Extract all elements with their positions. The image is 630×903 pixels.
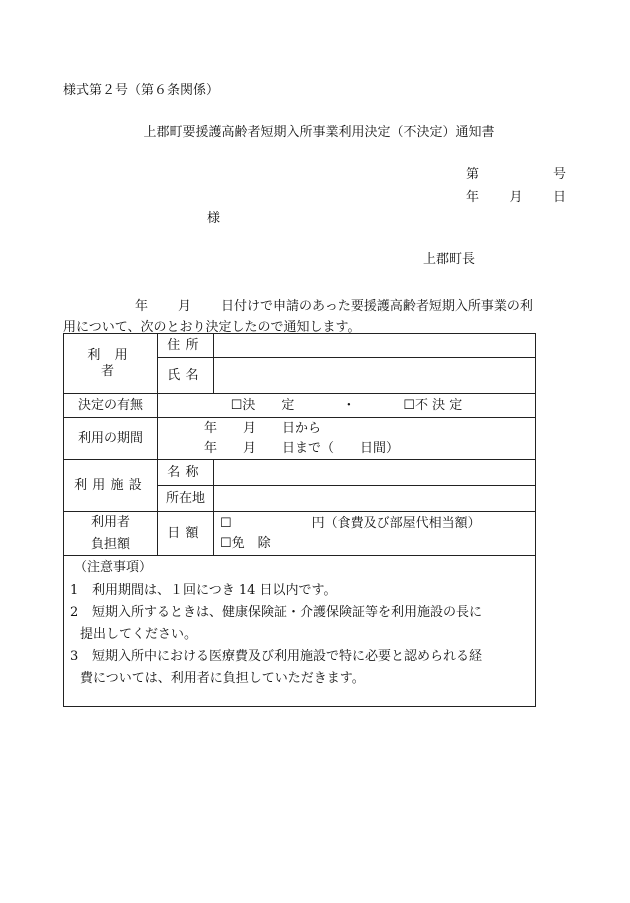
exempt-checkbox[interactable]: ☐免 除 [220, 535, 271, 551]
date-day-label: 日 [552, 190, 566, 205]
daily-label: 日額 [158, 512, 214, 556]
document-number-row [466, 167, 566, 183]
address-field[interactable] [214, 334, 536, 358]
notice-table [63, 333, 536, 707]
intro-line2: 用について、次のとおり決定したので通知します。 [63, 320, 361, 335]
recipient-suffix: 様 [207, 211, 221, 226]
note-text: 短期入所するときは、健康保険証・介護保険証等を利用施設の長に [92, 605, 483, 620]
note-continuation [70, 668, 529, 690]
table-row-facility-name [64, 460, 536, 486]
note-number: 2 [70, 605, 79, 620]
burden-field [214, 512, 536, 556]
number-label-go: 号 [552, 167, 566, 182]
period-from: 年 月 日から [204, 420, 322, 436]
decision-no-checkbox[interactable]: ☐不 決 定 [403, 397, 463, 413]
facility-location-label: 所在地 [158, 486, 214, 512]
facility-name-field[interactable] [214, 460, 536, 486]
document-date-row [466, 190, 566, 206]
fee-text: 円（食費及び部屋代相当額） [311, 515, 481, 531]
note-item [70, 580, 529, 602]
note-text: 利用期間は、１回につき 14 日以内です。 [92, 583, 337, 598]
facility-label: 利用施設 [64, 460, 158, 512]
decision-label: 決定の有無 [64, 394, 158, 418]
document-title: 上郡町要援護高齢者短期入所事業利用決定（不決定）通知書 [143, 125, 495, 140]
note-item [70, 602, 529, 624]
date-month-label: 月 [509, 190, 523, 205]
burden-label [64, 512, 158, 556]
decision-options [158, 394, 536, 418]
note-text-cont: 提出してください。 [80, 627, 198, 642]
note-number: 3 [70, 649, 79, 664]
note-item [70, 646, 529, 668]
form-number: 様式第２号（第６条関係） [63, 83, 220, 98]
name-field[interactable] [214, 358, 536, 394]
note-continuation [70, 624, 529, 646]
intro-paragraph [63, 296, 543, 338]
notes-heading: （注意事項） [74, 560, 153, 575]
intro-line1: 日付けで申請のあった要援護高齢者短期入所事業の利 [221, 299, 533, 314]
burden-label-line2: 負担額 [90, 536, 130, 552]
decision-yes-checkbox[interactable]: ☐決 定 [230, 397, 295, 413]
decision-separator: ・ [342, 397, 356, 413]
date-year-label: 年 [466, 190, 480, 205]
facility-location-field[interactable] [214, 486, 536, 512]
note-text-cont: 費については、利用者に負担していただきます。 [80, 671, 365, 686]
number-label-dai: 第 [466, 167, 480, 182]
note-number: 1 [70, 583, 79, 598]
burden-label-line1: 利用者 [90, 514, 130, 530]
intro-month: 月 [178, 299, 192, 314]
period-to: 年 月 日まで（ 日間） [204, 440, 400, 456]
intro-year: 年 [135, 299, 149, 314]
notes-cell [64, 556, 536, 707]
table-row-notes [64, 556, 536, 707]
issuer: 上郡町長 [423, 252, 476, 267]
table-row-decision [64, 394, 536, 418]
name-label: 氏名 [158, 358, 214, 394]
period-label: 利用の期間 [64, 418, 158, 460]
period-field[interactable] [158, 418, 536, 460]
table-row-burden [64, 512, 536, 556]
address-label: 住所 [158, 334, 214, 358]
fee-checkbox[interactable]: ☐ [220, 515, 232, 531]
user-label: 利用者 [64, 334, 158, 394]
table-row-address [64, 334, 536, 358]
table-row-period [64, 418, 536, 460]
facility-name-label: 名称 [158, 460, 214, 486]
note-text: 短期入所中における医療費及び利用施設で特に必要と認められる経 [92, 649, 483, 664]
